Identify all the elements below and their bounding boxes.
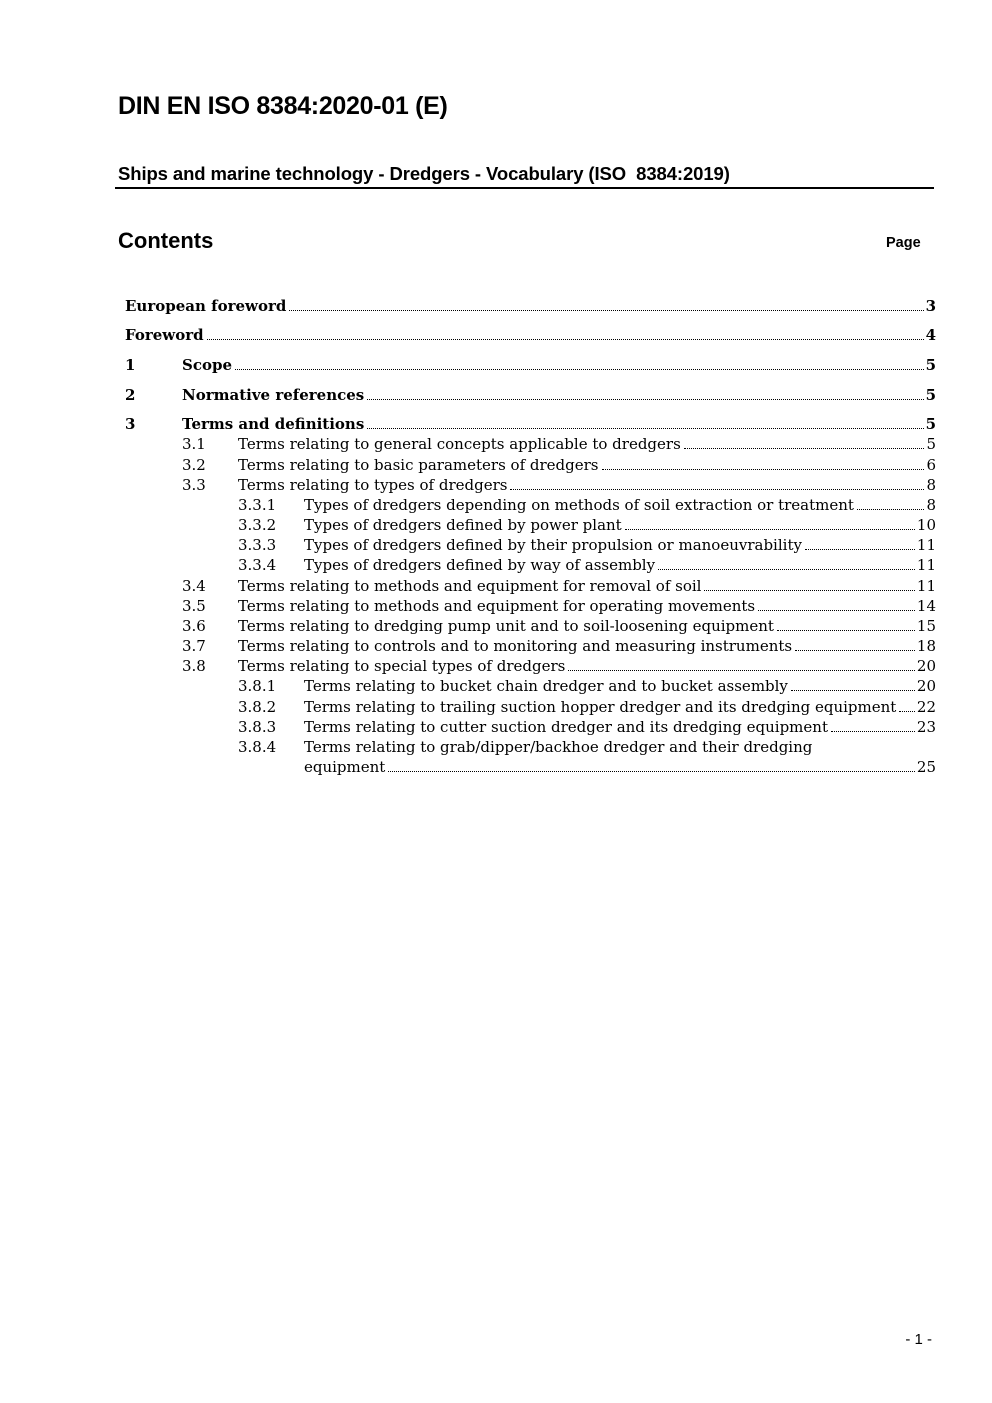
toc-entry-number: 3.8.1 — [238, 677, 277, 695]
toc-entry-page: 8 — [926, 476, 936, 494]
toc-entry[interactable] — [0, 616, 936, 636]
toc-entry-page: 3 — [925, 297, 936, 315]
toc-entry-label: Terms relating to types of dredgers — [238, 476, 508, 494]
toc-entry-number: 3.4 — [182, 577, 206, 595]
toc-entry-number: 3.8.2 — [238, 698, 277, 716]
toc-entry[interactable] — [0, 757, 936, 777]
toc-dot-leader — [510, 489, 924, 490]
toc-entry[interactable] — [0, 676, 936, 696]
toc-entry-number: 3.8.4 — [238, 738, 277, 756]
page-number: - 1 - — [905, 1331, 932, 1348]
toc-entry-page: 11 — [916, 577, 936, 595]
toc-dot-leader — [684, 448, 925, 449]
toc-dot-leader — [899, 711, 915, 712]
toc-dot-leader — [602, 469, 925, 470]
toc-dot-leader — [857, 509, 925, 510]
toc-entry-number: 1 — [125, 356, 136, 374]
toc-entry-number: 3.3.4 — [238, 556, 277, 574]
toc-dot-leader — [791, 690, 915, 691]
toc-entry-label: Terms relating to controls and to monitoring and measuring instruments — [238, 637, 793, 655]
toc-entry[interactable] — [0, 576, 936, 596]
toc-entry[interactable] — [0, 434, 936, 454]
toc-dot-leader — [831, 731, 915, 732]
toc-entry[interactable] — [0, 717, 936, 737]
toc-entry-label: Terms relating to trailing suction hopper dredger and its dredging equipment — [304, 698, 897, 716]
toc-entry-number: 3.1 — [182, 435, 206, 453]
toc-entry-page: 8 — [926, 496, 936, 514]
toc-entry-number: 3.3.1 — [238, 496, 277, 514]
toc-entry[interactable] — [0, 535, 936, 555]
toc-entry-label: Scope — [182, 356, 233, 374]
toc-entry-number: 3 — [125, 415, 136, 433]
toc-entry-page: 5 — [925, 386, 936, 404]
toc-entry-label: Terms relating to methods and equipment for removal of soil — [238, 577, 702, 595]
toc-entry[interactable] — [0, 596, 936, 616]
toc-dot-leader — [777, 630, 915, 631]
toc-entry-label: Foreword — [125, 326, 204, 344]
toc-entry-page: 20 — [916, 657, 936, 675]
toc-entry-page: 4 — [925, 326, 936, 344]
toc-entry-number: 3.7 — [182, 637, 206, 655]
toc-entry-page: 22 — [916, 698, 936, 716]
toc-entry-page: 11 — [916, 536, 936, 554]
toc-entry-page: 20 — [916, 677, 936, 695]
toc-entry-page: 11 — [916, 556, 936, 574]
toc-entry-number: 3.2 — [182, 456, 206, 474]
toc-entry[interactable] — [0, 296, 936, 316]
toc-dot-leader — [704, 590, 914, 591]
toc-entry-number: 3.3.2 — [238, 516, 277, 534]
toc-entry-number: 3.8.3 — [238, 718, 277, 736]
toc-entry-label: Terms relating to methods and equipment for operating movements — [238, 597, 756, 615]
document-title: Ships and marine technology - Dredgers - Vocabulary (ISO 8384:2019) — [118, 163, 730, 184]
toc-entry[interactable] — [0, 385, 936, 405]
toc-entry-label: Types of dredgers defined by power plant — [304, 516, 622, 534]
toc-entry-label: Terms relating to grab/dipper/backhoe dredger and their dredging — [304, 738, 813, 756]
toc-entry-number: 2 — [125, 386, 136, 404]
toc-entry-page: 6 — [926, 456, 936, 474]
toc-entry[interactable] — [0, 555, 936, 575]
toc-entry-number: 3.3 — [182, 476, 206, 494]
toc-entry-page: 5 — [926, 435, 936, 453]
toc-dot-leader — [388, 771, 915, 772]
toc-entry[interactable] — [0, 325, 936, 345]
toc-entry-page: 25 — [916, 758, 936, 776]
toc-entry-label: Terms relating to general concepts applicable to dredgers — [238, 435, 681, 453]
title-rule — [115, 187, 934, 189]
toc-dot-leader — [367, 399, 923, 400]
toc-entry-label: Terms relating to bucket chain dredger and to bucket assembly — [304, 677, 788, 695]
toc-dot-leader — [207, 339, 924, 340]
toc-entry[interactable] — [0, 697, 936, 717]
toc-entry-label: Normative references — [182, 386, 365, 404]
toc-dot-leader — [289, 310, 923, 311]
toc-entry[interactable] — [0, 475, 936, 495]
toc-entry-page: 10 — [916, 516, 936, 534]
toc-dot-leader — [367, 428, 923, 429]
document-id: DIN EN ISO 8384:2020-01 (E) — [118, 92, 448, 120]
toc-entry-page: 15 — [916, 617, 936, 635]
toc-entry-number: 3.3.3 — [238, 536, 277, 554]
toc-entry[interactable] — [0, 355, 936, 375]
toc-entry[interactable] — [0, 737, 936, 757]
toc-entry[interactable] — [0, 495, 936, 515]
toc-entry-label: equipment — [304, 758, 386, 776]
toc-entry-number: 3.5 — [182, 597, 206, 615]
toc-entry-page: 5 — [925, 356, 936, 374]
toc-dot-leader — [758, 610, 915, 611]
toc-entry-label: Terms relating to basic parameters of dredgers — [238, 456, 599, 474]
toc-entry[interactable] — [0, 414, 936, 434]
toc-entry[interactable] — [0, 656, 936, 676]
toc-entry[interactable] — [0, 455, 936, 475]
toc-dot-leader — [805, 549, 915, 550]
toc-entry-label: Terms and definitions — [182, 415, 365, 433]
toc-entry-page: 14 — [916, 597, 936, 615]
toc-entry-number: 3.6 — [182, 617, 206, 635]
toc-entry-label: Terms relating to cutter suction dredger and its dredging equipment — [304, 718, 828, 736]
toc-dot-leader — [568, 670, 915, 671]
contents-heading: Contents — [118, 228, 214, 253]
toc-entry-page: 18 — [916, 637, 936, 655]
toc-entry[interactable] — [0, 636, 936, 656]
toc-entry-label: Terms relating to dredging pump unit and to soil-loosening equipment — [238, 617, 774, 635]
toc-dot-leader — [795, 650, 915, 651]
toc-entry-number: 3.8 — [182, 657, 206, 675]
toc-dot-leader — [625, 529, 915, 530]
toc-entry-label: Terms relating to special types of dredgers — [238, 657, 566, 675]
toc-entry-label: Types of dredgers depending on methods of soil extraction or treatment — [304, 496, 854, 514]
toc-entry-label: Types of dredgers defined by way of assembly — [304, 556, 656, 574]
page-column-heading: Page — [886, 235, 921, 251]
toc-entry[interactable] — [0, 515, 936, 535]
toc-entry-label: European foreword — [125, 297, 287, 315]
toc-dot-leader — [235, 369, 924, 370]
toc-entry-label: Types of dredgers defined by their propulsion or manoeuvrability — [304, 536, 802, 554]
toc-entry-page: 23 — [916, 718, 936, 736]
toc-dot-leader — [658, 569, 915, 570]
toc-entry-page: 5 — [925, 415, 936, 433]
